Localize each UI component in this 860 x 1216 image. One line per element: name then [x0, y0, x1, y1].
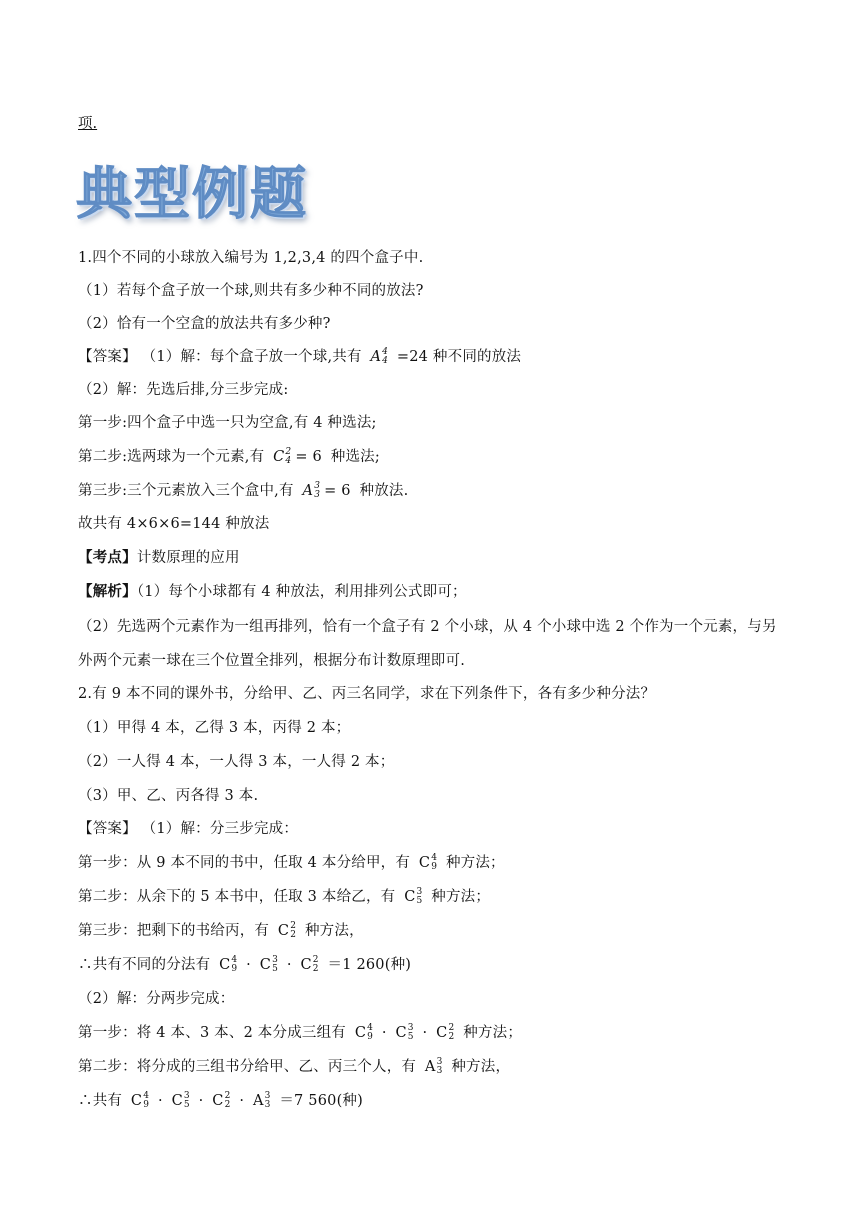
total-result: ＝1 260(种): [327, 957, 412, 973]
q2-answer-line: [78, 819, 298, 839]
step-text-tail: 种方法；: [431, 889, 491, 905]
step-text-tail: 种方法，: [304, 923, 364, 939]
top-fragment: 项.: [78, 116, 98, 132]
q1-answer-line: [78, 347, 521, 367]
q2-step3: [78, 921, 364, 941]
q1-jiexi-2a: （2）先选两个元素作为一组再排列，恰有一个盒子有 2 个小球，从 4 个小球中选 2 个作为一个元素，与另: [78, 619, 777, 635]
q1-title: 1.四个不同的小球放入编号为 1,2,3,4 的四个盒子中.: [78, 250, 424, 266]
q1-step2: [78, 447, 380, 467]
step-text: 第三步:三个元素放入三个盒中,有: [78, 483, 294, 499]
q1-part2: （2）恰有一个空盒的放法共有多少种?: [78, 316, 331, 332]
permutation-a33: A 3 3 = 6: [302, 481, 351, 500]
section-banner-title: 典型例题: [76, 162, 308, 227]
q1-step1: 第一步:四个盒子中选一只为空盒,有 4 种选法;: [78, 415, 377, 431]
combination-c22: C 2 2: [212, 1091, 231, 1110]
combination-c53: C 3 5: [171, 1091, 190, 1110]
combination-c22: C 2 2: [277, 921, 297, 940]
q2-total2: [78, 1091, 363, 1111]
q1-jiexi: [78, 582, 467, 602]
dot-operator: ·: [246, 957, 251, 973]
q2-s2-step1: [78, 1023, 522, 1043]
q2-answer-part2: （2）解：分两步完成：: [78, 991, 235, 1007]
dot-operator: ·: [422, 1025, 428, 1041]
total-text: ∴共有不同的分法有: [78, 957, 211, 973]
step-text: 第二步：将分成的三组书分给甲、乙、丙三个人，有: [78, 1059, 417, 1075]
q1-total: 故共有 4×6×6=144 种放法: [78, 516, 270, 532]
answer-text-tail: =24 种不同的放法: [396, 349, 522, 365]
answer-text: （1）解：分三步完成：: [141, 821, 299, 837]
step-text-tail: 种选法;: [330, 449, 380, 465]
dot-operator: ·: [157, 1093, 163, 1109]
step-text: 第二步:选两球为一个元素,有: [78, 449, 265, 465]
answer-text: （1）解：每个盒子放一个球,共有: [141, 349, 362, 365]
q2-step2: [78, 887, 490, 907]
step-text-tail: 种方法；: [445, 855, 505, 871]
jiexi-label: 【解析】: [78, 583, 137, 600]
combination-c94: C 4 9: [219, 955, 238, 974]
answer-label: 【答案】: [78, 821, 137, 837]
q1-kaodian: [78, 548, 240, 568]
combination-c53: C 3 5: [404, 887, 423, 906]
permutation-a33: A 3 3: [252, 1091, 271, 1110]
q2-title: 2.有 9 本不同的课外书，分给甲、乙、丙三名同学，求在下列条件下，各有多少种分法？: [78, 686, 656, 702]
combination-c94: C 4 9: [354, 1023, 374, 1042]
q1-step3: [78, 481, 408, 501]
step-text: 第一步：将 4 本、3 本、2 本分成三组有: [78, 1025, 347, 1041]
q1-jiexi-2b: 外两个元素一球在三个位置全排列，根据分布计数原理即可.: [78, 653, 466, 669]
total-text: ∴共有: [78, 1093, 123, 1109]
step-text: 第三步：把剩下的书给丙，有: [78, 923, 270, 939]
combination-c53: C 3 5: [259, 955, 279, 974]
dot-operator: ·: [381, 1025, 387, 1041]
combination-c42: C 2 4 = 6: [273, 447, 322, 466]
permutation-a33: A 3 3: [424, 1057, 443, 1076]
q2-part3: （3）甲、乙、丙各得 3 本.: [78, 788, 259, 804]
combination-c94: C 4 9: [130, 1091, 150, 1110]
combination-c53: C 3 5: [395, 1023, 414, 1042]
step-text-tail: 种放法.: [359, 483, 409, 499]
q1-answer-part2: （2）解：先选后排,分三步完成:: [78, 382, 289, 398]
combination-c22: C 2 2: [436, 1023, 455, 1042]
q1-part1: （1）若每个盒子放一个球,则共有多少种不同的放法?: [78, 283, 424, 299]
kaodian-text: 计数原理的应用: [136, 550, 240, 566]
permutation-a44: A 4 4: [370, 347, 389, 366]
q2-total1: [78, 955, 411, 975]
dot-operator: ·: [239, 1093, 245, 1109]
dot-operator: ·: [286, 957, 292, 973]
jiexi-text: （1）每个小球都有 4 种放法，利用排列公式即可；: [136, 584, 467, 600]
q2-part2: （2）一人得 4 本，一人得 3 本，一人得 2 本；: [78, 754, 395, 770]
step-text: 第一步：从 9 本不同的书中，任取 4 本分给甲，有: [78, 855, 411, 871]
kaodian-label: 【考点】: [78, 549, 137, 566]
step-text: 第二步：从余下的 5 本书中，任取 3 本给乙，有: [78, 889, 396, 905]
combination-c22: C 2 2: [300, 955, 319, 974]
step-text-tail: 种方法，: [451, 1059, 511, 1075]
q2-part1: （1）甲得 4 本，乙得 3 本，丙得 2 本；: [78, 720, 351, 736]
q2-step1: [78, 853, 505, 873]
q2-s2-step2: [78, 1057, 510, 1077]
total-result: ＝7 560(种): [279, 1093, 363, 1109]
combination-c94: C 4 9: [418, 853, 438, 872]
dot-operator: ·: [198, 1093, 204, 1109]
step-text-tail: 种方法；: [463, 1025, 523, 1041]
answer-label: 【答案】: [78, 349, 137, 365]
